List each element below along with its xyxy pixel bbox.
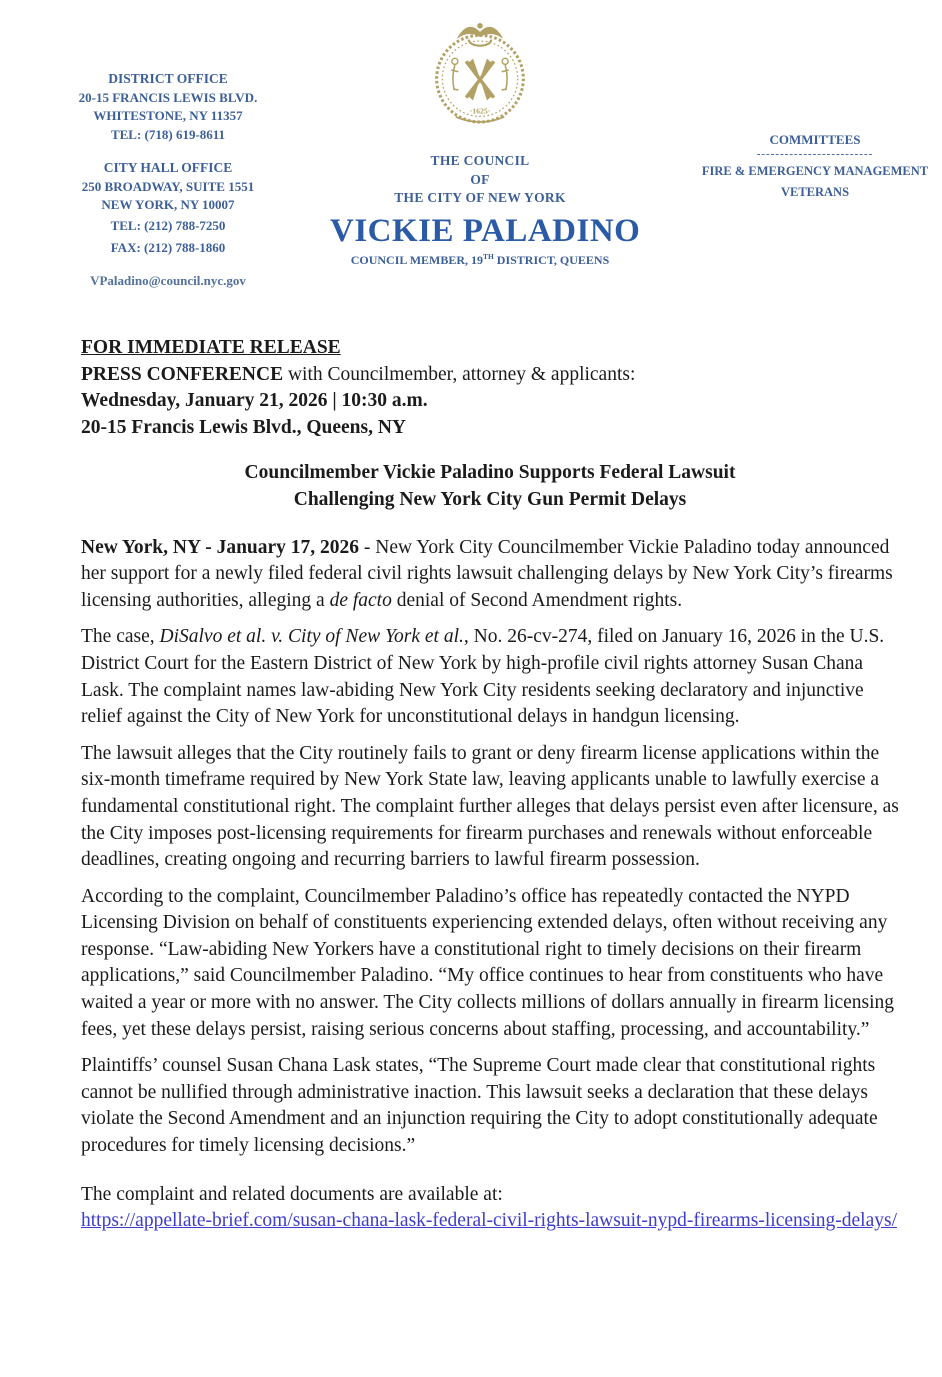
availability-text: The complaint and related documents are available at: [81, 1183, 503, 1205]
for-immediate-release-line [81, 335, 899, 362]
tel-label: TEL: [110, 217, 141, 233]
nyc-council-seal-icon [428, 6, 532, 134]
fax-label: FAX: [110, 239, 141, 255]
title-suffix: DISTRICT, QUEENS [493, 252, 610, 267]
committee-item: FIRE & EMERGENCY MANAGEMENT [701, 164, 929, 178]
title-prefix: COUNCIL MEMBER, 19 [350, 252, 484, 267]
press-conference-label: PRESS CONFERENCE [81, 363, 284, 385]
tel-label: TEL: [110, 126, 142, 142]
committee-item: VETERANS [780, 185, 850, 199]
tel-number: (212) 788-7250 [144, 217, 226, 233]
org-line-2: OF [470, 171, 490, 187]
paragraph-case-details: The case, DiSalvo et al. v. City of New York et al., No. 26-cv-274, filed on January 16, 2026 in the U.S. District Court for the Eastern District of New York by high-profile civil rights attorney Susan Chana Lask. The complaint names law-abiding New York City residents seeking declaratory and injunctive relief against the City of New York for unconstitutional delays in handgun licensing. [81, 626, 885, 728]
committees-divider: ------------------------- [756, 148, 874, 160]
councilmember-title [330, 249, 630, 268]
seal-year: ·1625· [469, 106, 491, 116]
city-hall-address-line1: 250 BROADWAY, SUITE 1551 [81, 178, 255, 194]
paragraph-counsel-quote: Plaintiffs’ counsel Susan Chana Lask states, “The Supreme Court made clear that constitutional rights cannot be nullified through administrative inaction. This lawsuit seeks a declaration that these delays violate the Second Amendment and an injunction requiring the City to adopt constitutionally adequate procedures for timely licensing decisions.” [81, 1055, 878, 1157]
tel-number: (718) 619-8611 [144, 126, 226, 142]
district-office-address-line1: 20-15 FRANCIS LEWIS BLVD. [78, 89, 258, 105]
city-hall-address-line2: NEW YORK, NY 10007 [101, 197, 235, 212]
city-hall-fax [24, 237, 312, 259]
org-line-1: THE COUNCIL [430, 153, 530, 168]
event-location: 20-15 Francis Lewis Blvd., Queens, NY [81, 416, 407, 438]
headline-line-1: Councilmember Vickie Paladino Supports Federal Lawsuit [244, 462, 736, 484]
councilmember-name: VICKIE PALADINO [330, 212, 641, 249]
district-office-title: DISTRICT OFFICE [108, 71, 228, 86]
documents-availability-block [81, 1182, 899, 1235]
headline-line-2: Challenging New York City Gun Permit Delays [293, 488, 687, 510]
complaint-documents-link[interactable]: https://appellate-brief.com/susan-chana-lask-federal-civil-rights-lawsuit-nypd-firearms-licensing-delays/ [81, 1210, 897, 1232]
paragraph-lede: New York, NY - January 17, 2026 - New York City Councilmember Vickie Paladino today announced her support for a newly filed federal civil rights lawsuit challenging delays by New York City’s firearms licensing authorities, alleging a de facto denial of Second Amendment rights. [81, 536, 893, 611]
council-identity-block [330, 6, 641, 268]
committees-title: COMMITTEES [769, 132, 861, 147]
headline [81, 460, 899, 513]
district-office-tel [24, 126, 312, 145]
press-release-body [81, 335, 899, 1235]
paragraph-allegations: The lawsuit alleges that the City routinely fails to grant or deny firearm license applications within the six-month timeframe required by New York State law, leaving applicants unable to lawfully exercise a fundamental constitutional right. The complaint further alleges that delays persist even after licensure, as the City imposes post-licensing requirements for firearm purchases and renewals without enforceable deadlines, creating ongoing and recurring barriers to lawful firearm possession. [81, 742, 899, 871]
event-datetime: Wednesday, January 21, 2026 | 10:30 a.m. [81, 390, 428, 412]
office-contact-block [24, 70, 312, 290]
city-hall-tel [24, 215, 312, 237]
committees-block [692, 131, 938, 203]
for-immediate-release-label: FOR IMMEDIATE RELEASE [81, 337, 341, 358]
email-address: VPaladino@council.nyc.gov [90, 272, 246, 288]
fax-number: (212) 788-1860 [144, 239, 226, 255]
paragraph-paladino-quote: According to the complaint, Councilmember Paladino’s office has repeatedly contacted the NYPD Licensing Division on behalf of constituents experiencing extended delays, often without receiving any response. “Law-abiding New Yorkers have a constitutional right to timely decisions on their firearm applications,” said Councilmember Paladino. “My office continues to hear from constituents who have waited a year or more with no answer. The City collects millions of dollars annually in firearm licensing fees, yet these delays persist, raising serious concerns about staffing, processing, and accountability.” [81, 885, 895, 1040]
city-hall-office-title: CITY HALL OFFICE [103, 160, 233, 175]
press-conference-detail: with Councilmember, attorney & applicants: [283, 363, 636, 385]
district-office-address-line2: WHITESTONE, NY 11357 [93, 108, 243, 123]
press-conference-line [81, 362, 899, 389]
org-line-3: THE CITY OF NEW YORK [394, 190, 566, 205]
title-ordinal-sup: TH [483, 251, 494, 261]
